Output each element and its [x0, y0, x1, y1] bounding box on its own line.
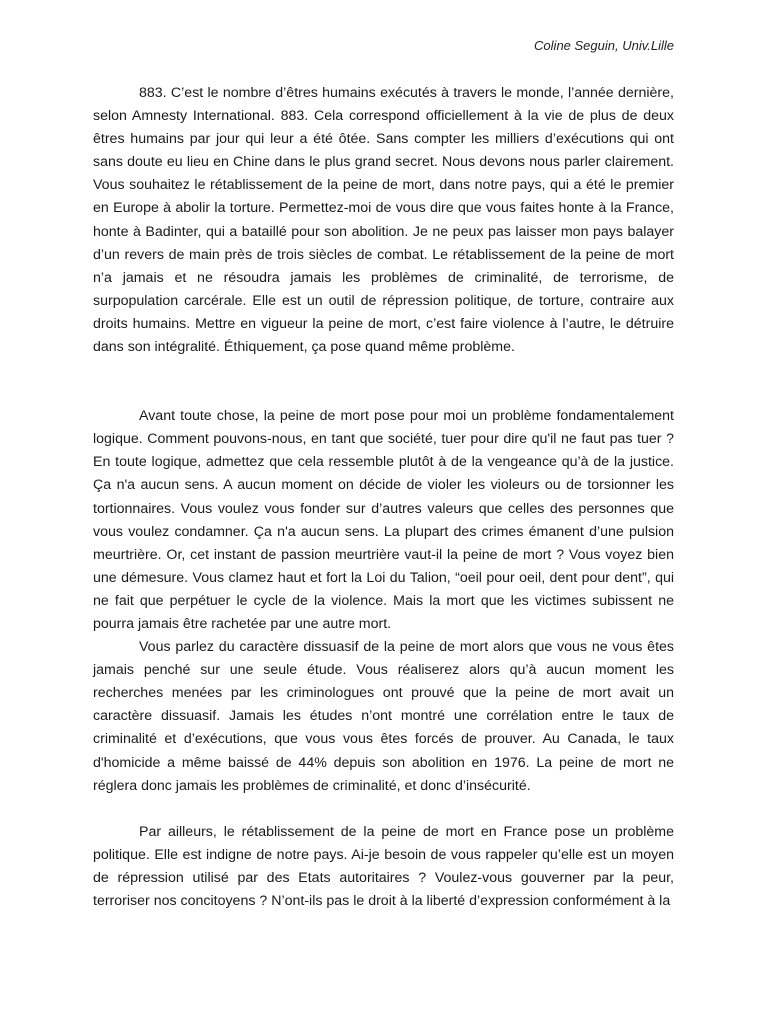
paragraph-2: Avant toute chose, la peine de mort pose pour moi un problème fondamentalement logique. Comment pouvons-nous, en tant que société, tuer pour dire qu'il ne faut pas tuer ? En toute logique, admettez que cela ressemble plutôt à de la vengeance qu’à de la justice. Ça n'a aucun sens. A aucun moment on décide de violer les violeurs ou de torsionner les tortionnaires. Vous voulez vous fonder sur d’autres valeurs que celles des personnes que vous voulez condamner. Ça n'a aucun sens. La plupart des crimes émanent d’une pulsion meurtrière. Or, cet instant de passion meurtrière vaut-il la peine de mort ? Vous voyez bien une démesure. Vous clamez haut et fort la Loi du Talion, “oeil pour oeil, dent pour dent”, qui ne fait que perpétuer le cycle de la violence. Mais la mort que les victimes subissent ne pourra jamais être rachetée par une autre mort.	[93, 408, 674, 632]
paragraph-spacer	[93, 359, 674, 405]
document-body	[93, 82, 674, 913]
page-header-author: Coline Seguin, Univ.Lille	[534, 38, 674, 53]
paragraph-3: Vous parlez du caractère dissuasif de la peine de mort alors que vous ne vous êtes jamais penché sur une seule étude. Vous réaliserez alors qu’à aucun moment les recherches menées par les criminologues ont prouvé que la peine de mort avait un caractère dissuasif. Jamais les études n’ont montré une corrélation entre le taux de criminalité et d’exécutions, que vous vous êtes forcés de prouver. Au Canada, le taux d'homicide a même baissé de 44% depuis son abolition en 1976. La peine de mort ne réglera donc jamais les problèmes de criminalité, et donc d’insécurité.	[93, 639, 674, 794]
paragraph-1: 883. C’est le nombre d’êtres humains exécutés à travers le monde, l’année dernière, selon Amnesty International. 883. Cela correspond officiellement à la vie de plus de deux êtres humains par jour qui leur a été ôtée. Sans compter les milliers d’exécutions qui ont sans doute eu lieu en Chine dans le plus grand secret. Nous devons nous parler clairement. Vous souhaitez le rétablissement de la peine de mort, dans notre pays, qui a été le premier en Europe à abolir la torture. Permettez-moi de vous dire que vous faites honte à la France, honte à Badinter, qui a bataillé pour son abolition. Je ne peux pas laisser mon pays balayer d’un revers de main près de trois siècles de combat. Le rétablissement de la peine de mort n’a jamais et ne résoudra jamais les problèmes de criminalité, de terrorisme, de surpopulation carcérale. Elle est un outil de répression politique, de torture, contraire aux droits humains. Mettre en vigueur la peine de mort, c’est faire violence à l’autre, le détruire dans son intégralité. Éthiquement, ça pose quand même problème.	[93, 85, 674, 356]
paragraph-spacer	[93, 798, 674, 821]
paragraph-4: Par ailleurs, le rétablissement de la peine de mort en France pose un problème politique. Elle est indigne de notre pays. Ai-je besoin de vous rappeler qu’elle est un moyen de répression utilisé par des Etats autoritaires ? Voulez-vous gouverner par la peur, terroriser nos concitoyens ? N’ont-ils pas le droit à la liberté d’expression conformément à la	[93, 823, 674, 909]
